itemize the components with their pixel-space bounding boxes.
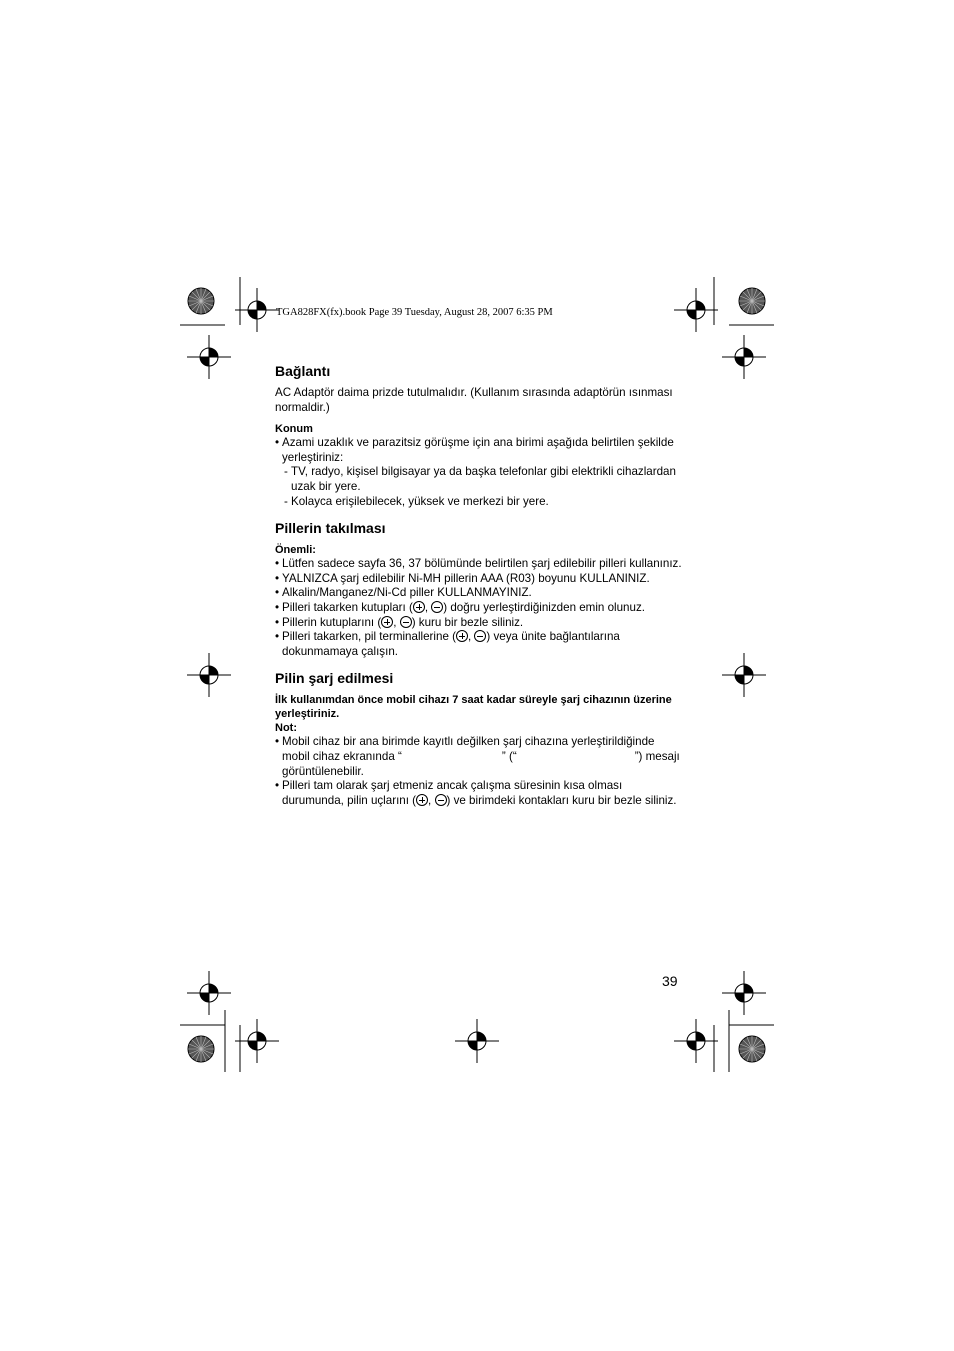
plus-icon: [416, 794, 428, 806]
paragraph-adapter: AC Adaptör daima prizde tutulmalıdır. (Kullanım sırasında adaptörün ısınması normaldir.): [275, 386, 673, 414]
dash-item: - Kolayca erişilebilecek, yüksek ve merkezi bir yere.: [275, 495, 685, 510]
registration-mark: [235, 288, 279, 332]
subheading-not: Not:: [275, 722, 297, 735]
bullet-item: • Pilleri tam olarak şarj etmeniz ancak çalışma süresinin kısa olması durumunda, pilin uçlarını ( , ) ve birimdeki kontakları kuru bir bezle siliniz.: [275, 779, 685, 808]
color-target-bottom-right: [739, 1036, 765, 1062]
subheading-onemli: Önemli:: [275, 544, 316, 557]
minus-icon: [431, 601, 443, 613]
color-target-top-left: [188, 288, 214, 314]
bullet-item: • Mobil cihaz bir ana birimde kayıtlı değilken şarj cihazına yerleştirildiğinde mobil cihaz ekranında “ ” (“ ”) mesajı görüntülenebilir.: [275, 735, 685, 779]
dash-item: - TV, radyo, kişisel bilgisayar ya da başka telefonlar gibi elektrikli cihazlardan uzak bir yere.: [275, 465, 685, 494]
registration-mark: [455, 1019, 499, 1063]
bullet-item: • Lütfen sadece sayfa 36, 37 bölümünde belirtilen şarj edilebilir pilleri kullanınız.: [275, 557, 685, 572]
color-target-bottom-left: [188, 1036, 214, 1062]
section-title-baglanti: Bağlantı: [275, 363, 331, 379]
registration-mark: [235, 1019, 279, 1063]
registration-mark: [187, 653, 231, 697]
bullet-item: • Alkalin/Manganez/Ni-Cd piller KULLANMAYINIZ.: [275, 586, 685, 601]
section-title-pilin: Pilin şarj edilmesi: [275, 670, 394, 687]
registration-mark: [722, 971, 766, 1015]
bullet-item: • Pilleri takarken kutupları ( , ) doğru yerleştirdiğinizden emin olunuz.: [275, 601, 685, 616]
registration-mark: [674, 288, 718, 332]
page-number: 39: [662, 973, 678, 989]
section-title-pillerin: Pillerin takılması: [275, 520, 386, 537]
subheading-konum: Konum: [275, 423, 313, 436]
minus-icon: [474, 630, 486, 642]
plus-icon: [413, 601, 425, 613]
bullet-item: • Pillerin kutuplarını ( , ) kuru bir bezle siliniz.: [275, 616, 685, 631]
registration-mark: [674, 1019, 718, 1063]
page-content: [275, 362, 685, 808]
minus-icon: [400, 616, 412, 628]
bullet-item: • Azami uzaklık ve parazitsiz görüşme için ana birimi aşağıda belirtilen şekilde yerleştiriniz:: [275, 436, 685, 465]
registration-mark: [187, 971, 231, 1015]
minus-icon: [435, 794, 447, 806]
color-target-top-right: [739, 288, 765, 314]
book-file-info: TGA828FX(fx).book Page 39 Tuesday, August 28, 2007 6:35 PM: [276, 307, 553, 318]
registration-mark: [722, 653, 766, 697]
bullet-item: • Pilleri takarken, pil terminallerine ( , ) veya ünite bağlantılarına dokunmamaya çalışın.: [275, 630, 685, 659]
bullet-item: • YALNIZCA şarj edilebilir Ni-MH pillerin AAA (R03) boyunu KULLANINIZ.: [275, 572, 685, 587]
registration-mark: [187, 335, 231, 379]
bold-instruction: İlk kullanımdan önce mobil cihazı 7 saat kadar süreyle şarj cihazının üzerine yerleştiriniz.: [275, 694, 672, 721]
plus-icon: [456, 630, 468, 642]
plus-icon: [381, 616, 393, 628]
registration-mark: [722, 335, 766, 379]
